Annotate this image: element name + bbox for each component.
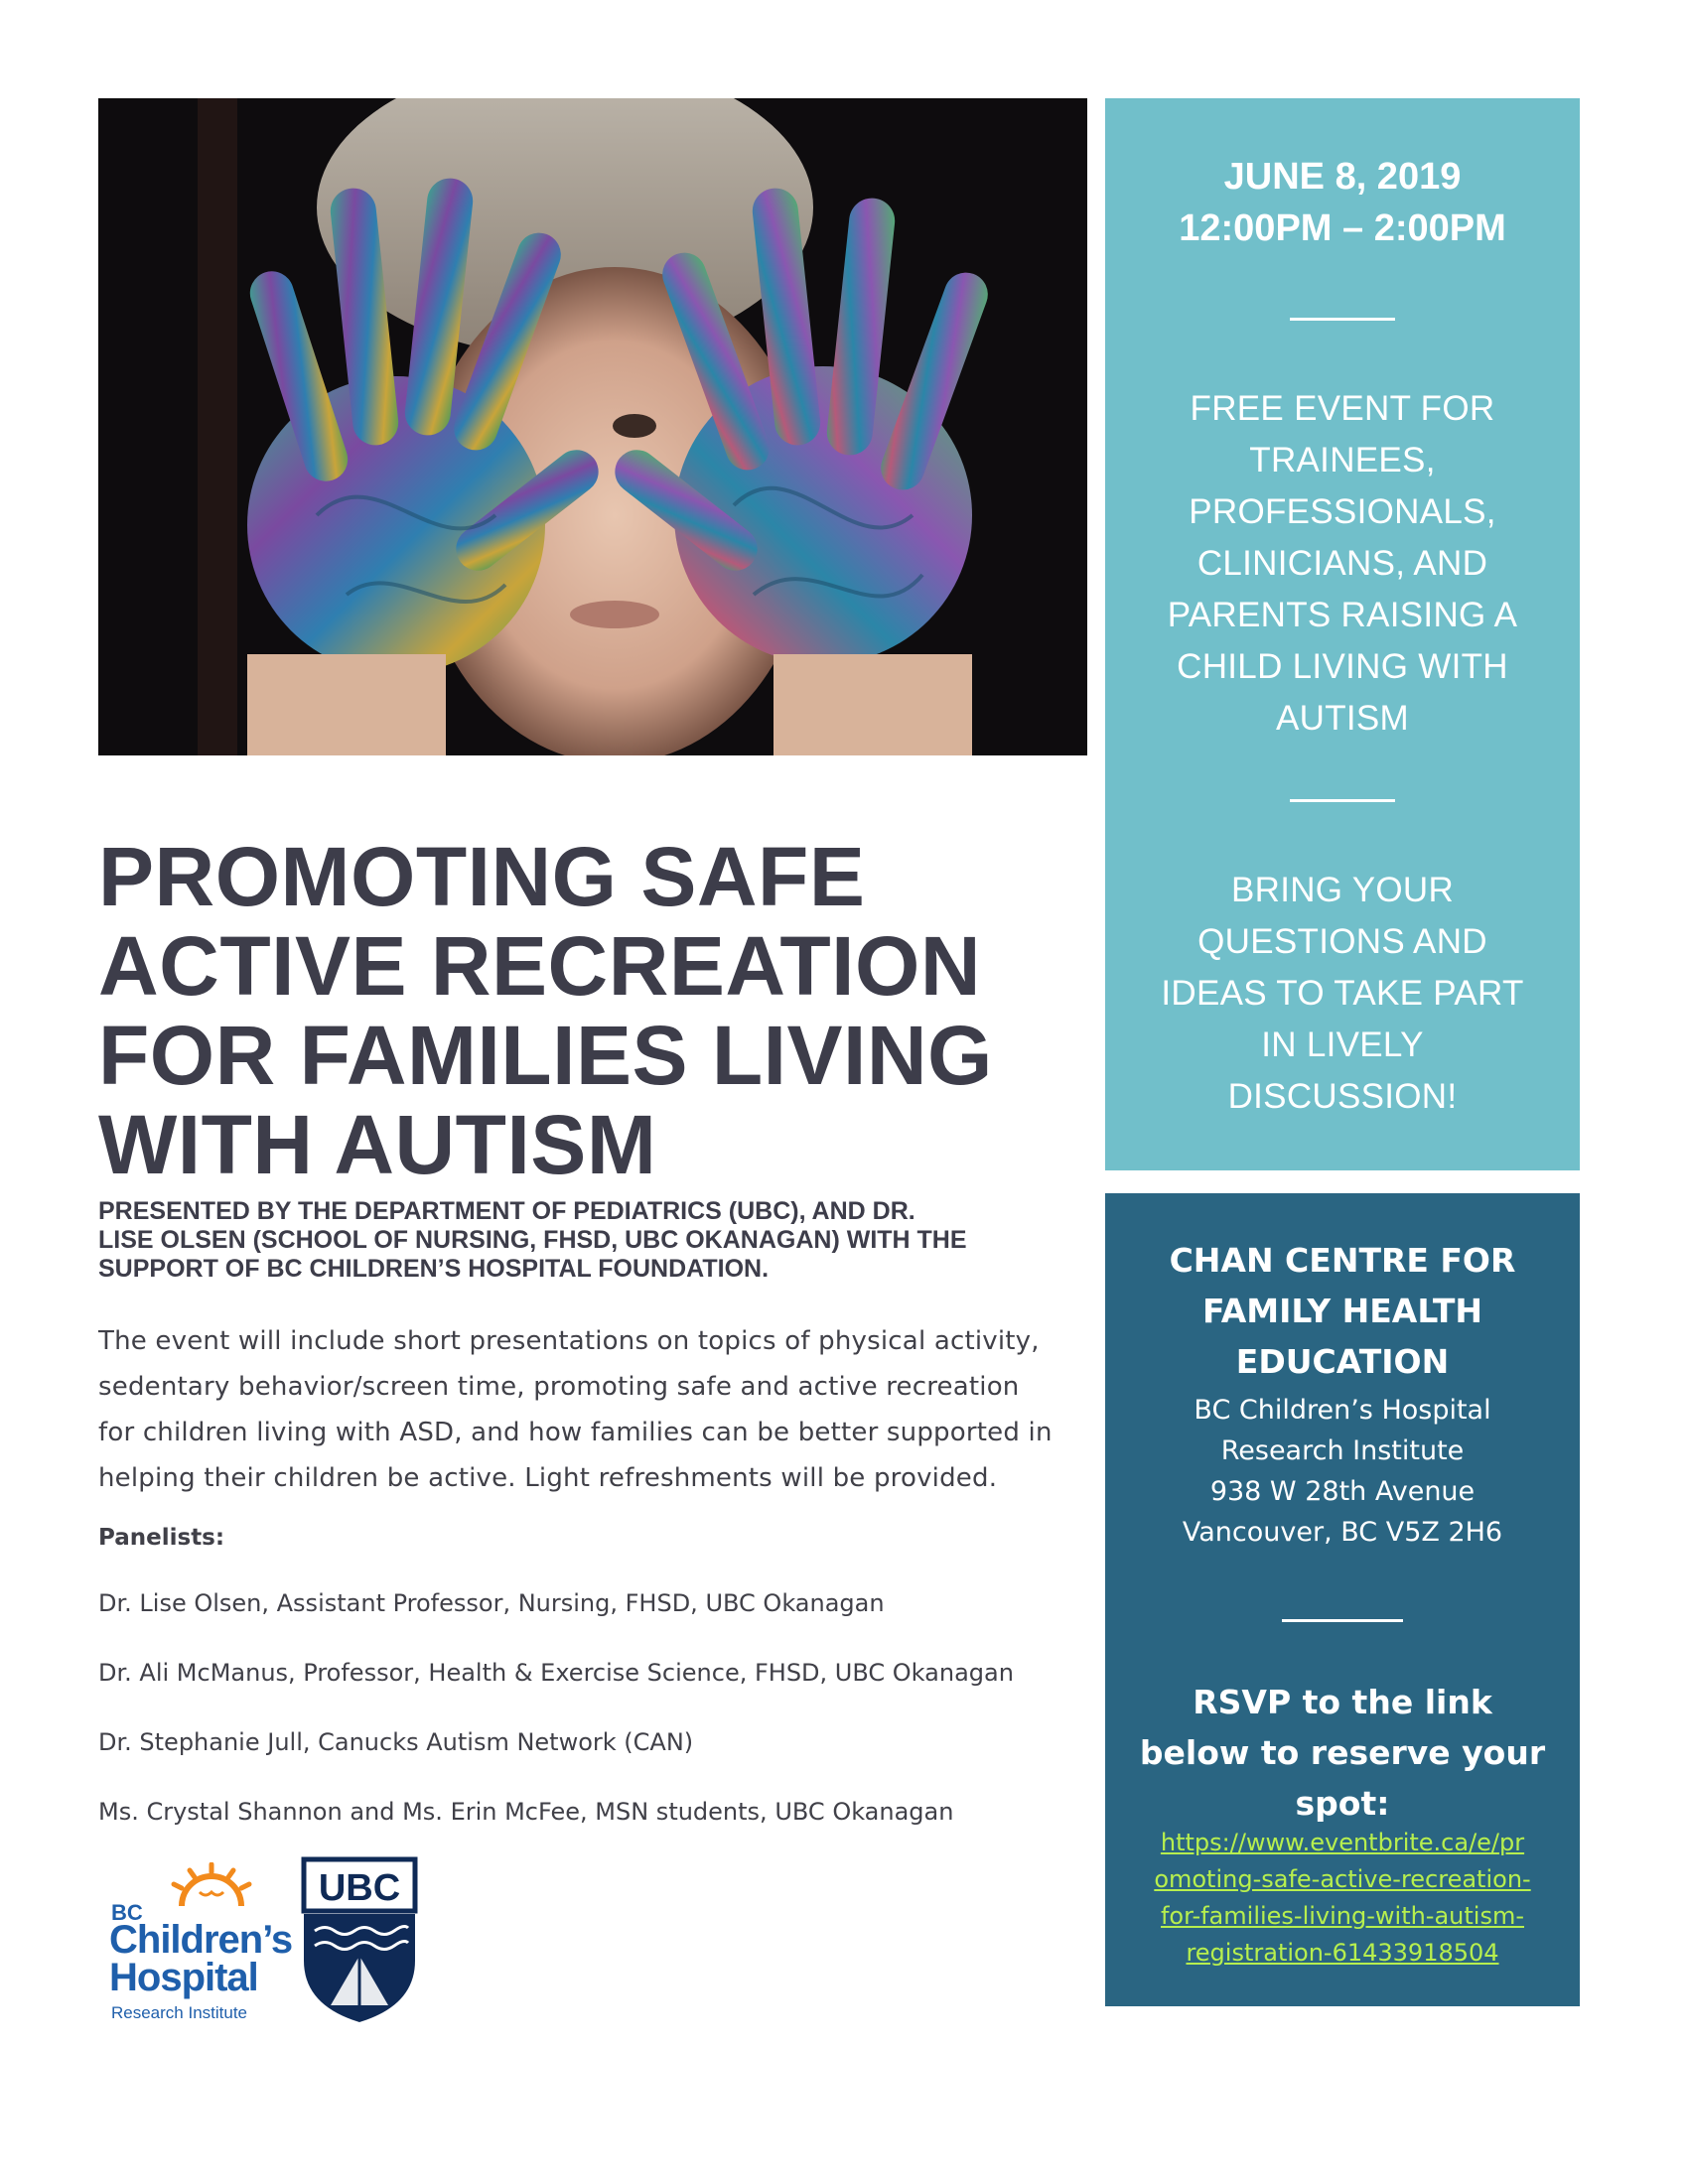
sun-icon bbox=[164, 1862, 259, 1908]
hero-photo bbox=[98, 98, 1087, 755]
rsvp-text: RSVP to the link below to reserve your spot: bbox=[1139, 1683, 1546, 1823]
description-line: The event will include short presentations on topics of physical activity, bbox=[98, 1326, 1040, 1356]
description-line: for children living with ASD, and how families can be better supported in bbox=[98, 1418, 1053, 1447]
description-line: sedentary behavior/screen time, promoting safe and active recreation bbox=[98, 1372, 1020, 1402]
logo-text: Hospital bbox=[109, 1956, 258, 1999]
event-description bbox=[98, 1318, 1091, 1501]
presenter-line: SUPPORT OF BC CHILDREN’S HOSPITAL FOUNDATION. bbox=[98, 1255, 770, 1283]
address-line: 938 W 28th Avenue bbox=[1209, 1476, 1476, 1507]
panelists-heading: Panelists: bbox=[98, 1525, 225, 1551]
panelist-item: Dr. Ali McManus, Professor, Health & Exercise Science, FHSD, UBC Okanagan bbox=[98, 1659, 1014, 1687]
venue-address bbox=[1105, 1390, 1580, 1553]
venue-name: CHAN CENTRE FOR FAMILY HEALTH EDUCATION bbox=[1169, 1241, 1516, 1381]
presenter-statement bbox=[98, 1197, 1091, 1284]
divider bbox=[1290, 318, 1395, 321]
divider bbox=[1282, 1619, 1403, 1622]
address-line: Research Institute bbox=[1220, 1435, 1465, 1466]
bc-childrens-hospital-logo bbox=[109, 1862, 298, 2025]
description-line: helping their children be active. Light refreshments will be provided. bbox=[98, 1463, 998, 1493]
ubc-logo-text: UBC bbox=[318, 1867, 401, 1909]
panelist-item: Dr. Lise Olsen, Assistant Professor, Nursing, FHSD, UBC Okanagan bbox=[98, 1589, 885, 1617]
ubc-logo bbox=[301, 1856, 418, 2025]
logo-text: BC bbox=[111, 1900, 143, 1925]
event-info-panel bbox=[1105, 98, 1580, 1170]
rsvp-link[interactable]: https://www.eventbrite.ca/e/pr omoting-safe-active-recreation- for-families-living-with-autism- registration-61433918504 bbox=[1154, 1829, 1531, 1967]
presenter-line: PRESENTED BY THE DEPARTMENT OF PEDIATRICS (UBC), AND DR. bbox=[98, 1197, 915, 1225]
address-line: Vancouver, BC V5Z 2H6 bbox=[1182, 1517, 1503, 1548]
venue-panel bbox=[1105, 1193, 1580, 2006]
logo-text: Children’s bbox=[109, 1918, 293, 1962]
panelist-item: Dr. Stephanie Jull, Canucks Autism Network (CAN) bbox=[98, 1728, 694, 1756]
presenter-line: LISE OLSEN (SCHOOL OF NURSING, FHSD, UBC OKANAGAN) WITH THE bbox=[98, 1226, 967, 1254]
panelist-item: Ms. Crystal Shannon and Ms. Erin McFee, MSN students, UBC Okanagan bbox=[98, 1798, 954, 1826]
logo-text: Research Institute bbox=[111, 2003, 248, 2022]
divider bbox=[1290, 799, 1395, 802]
event-time: 12:00PM – 2:00PM bbox=[1179, 207, 1506, 249]
page-title: PROMOTING SAFE ACTIVE RECREATION FOR FAMILIES LIVING WITH AUTISM bbox=[98, 830, 993, 1191]
audience-text: FREE EVENT FOR TRAINEES, PROFESSIONALS, CLINICIANS, AND PARENTS RAISING A CHILD LIVING WITH AUTISM bbox=[1167, 389, 1518, 738]
painted-hands-illustration bbox=[98, 98, 1087, 755]
call-to-action-text: BRING YOUR QUESTIONS AND IDEAS TO TAKE PART IN LIVELY DISCUSSION! bbox=[1161, 871, 1524, 1116]
address-line: BC Children’s Hospital bbox=[1194, 1395, 1491, 1426]
event-date: JUNE 8, 2019 bbox=[1223, 156, 1462, 198]
